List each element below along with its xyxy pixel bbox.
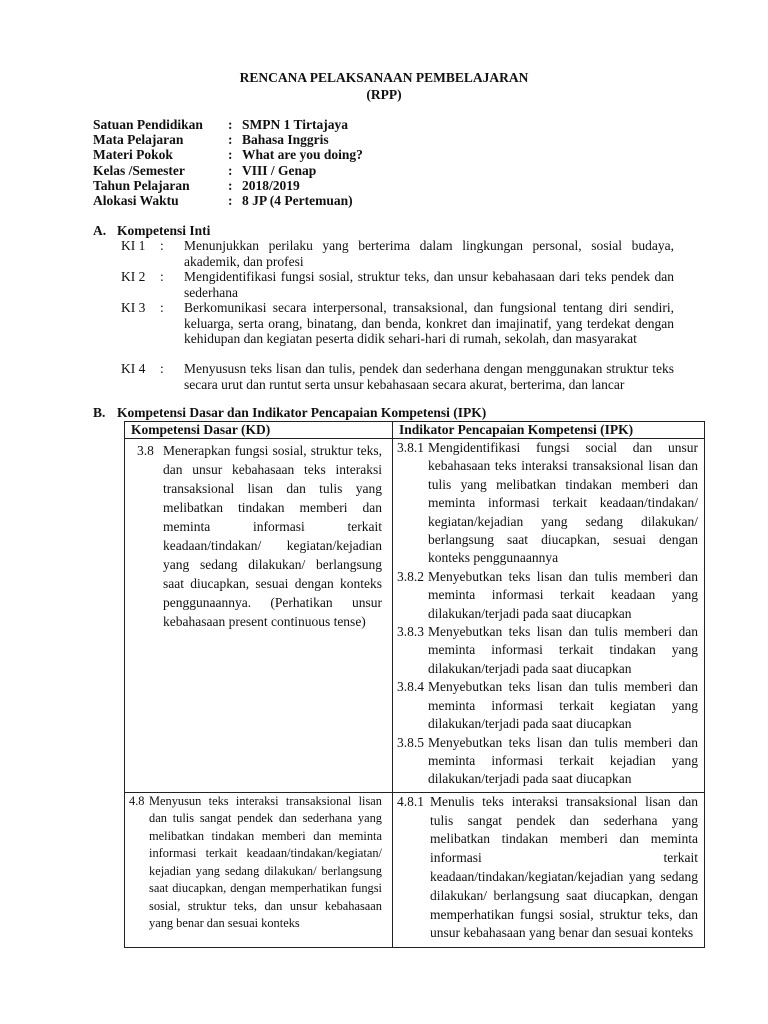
identity-row <box>93 147 363 162</box>
identity-colon: : <box>228 162 233 178</box>
ipk-column-header: Indikator Pencapaian Kompetensi (IPK) <box>393 422 705 439</box>
identity-key: Kelas /Semester <box>93 162 185 178</box>
identity-value: Bahasa Inggris <box>242 132 329 148</box>
kd-column-header: Kompetensi Dasar (KD) <box>125 422 393 439</box>
ki-label: KI 4 <box>121 361 146 376</box>
ipk-number: 3.8.2 <box>397 568 424 584</box>
identity-colon: : <box>228 132 233 148</box>
table-row <box>125 439 705 793</box>
identity-colon: : <box>228 117 233 132</box>
section-title: Kompetensi Inti <box>117 223 211 238</box>
ki-item <box>121 300 674 347</box>
ki-item <box>121 361 674 392</box>
identity-value: 8 JP (4 Pertemuan) <box>242 192 353 208</box>
ki-colon: : <box>160 238 164 253</box>
section-a-heading <box>93 223 210 239</box>
ki-label: KI 2 <box>121 269 146 284</box>
ki-item <box>121 238 674 269</box>
identity-key: Alokasi Waktu <box>93 192 179 208</box>
ki-item <box>121 269 674 300</box>
ki-label: KI 1 <box>121 238 146 253</box>
identity-key: Mata Pelajaran <box>93 132 184 148</box>
ipk-number: 3.8.5 <box>397 734 424 750</box>
ki-label: KI 3 <box>121 300 146 315</box>
ipk-item <box>397 734 698 789</box>
section-title: Kompetensi Dasar dan Indikator Pencapaian Kompetensi (IPK) <box>117 405 487 420</box>
identity-key: Tahun Pelajaran <box>93 177 190 193</box>
identity-row <box>93 132 363 147</box>
section-number: A. <box>93 223 107 238</box>
ipk-text: Menulis teks interaksi transaksional lisan dan tulis sangat pendek dan sederhana yang melibatkan tindakan memberi dan meminta informasi terkait keadaan/tindakan/kegiatan/kejadian yang sedang dilakukan/ berlangsung saat diucapkan, dengan memperhatikan fungsi sosial, struktur teks, dan unsur kebahasaan yang benar dan sesuai konteks <box>430 793 698 941</box>
identity-row <box>93 178 363 193</box>
section-number: B. <box>93 405 106 420</box>
identity-colon: : <box>228 147 233 163</box>
ipk-number: 3.8.4 <box>397 679 424 695</box>
table-row <box>125 792 705 947</box>
kd-number: 4.8 <box>129 793 145 808</box>
ipk-number: 3.8.3 <box>397 624 424 640</box>
ipk-item <box>397 568 698 623</box>
ipk-number: 4.8.1 <box>397 793 424 809</box>
ki-colon: : <box>160 361 164 376</box>
ki-text: Menunjukkan perilaku yang berterima dalam lingkungan personal, sosial budaya, akademik, dan profesi <box>184 238 674 269</box>
ki-text: Menyususn teks lisan dan tulis, pendek dan sederhana dengan menggunakan struktur teks secara urut dan runtut serta unsur kebahasaan secara akurat, berterima, dan lancar <box>184 361 674 392</box>
ipk-item <box>397 439 698 568</box>
ipk-item <box>397 793 698 943</box>
identity-value: SMPN 1 Tirtajaya <box>242 117 348 132</box>
kd-ipk-table <box>124 421 705 948</box>
identity-row <box>93 163 363 178</box>
ipk-item <box>397 623 698 678</box>
ipk-cell <box>393 439 705 793</box>
ipk-item <box>397 678 698 733</box>
identity-colon: : <box>228 192 233 208</box>
identity-value: What are you doing? <box>242 147 363 163</box>
identity-block <box>93 117 363 208</box>
kd-text: Menerapkan fungsi sosial, struktur teks, dan unsur kebahasaan teks interaksi transaksional lisan dan tulis yang melibatkan tindakan memberi dan meminta informasi terkait keadaan/tindakan/ kegiatan/kejadian yang sedang dilakukan/ berlangsung saat diucapkan, sesuai dengan konteks penggunaannya. (Perhatikan unsur kebahasaan present continuous tense) <box>163 443 382 629</box>
identity-value: 2018/2019 <box>242 177 300 193</box>
ipk-text: Mengidentifikasi fungsi social dan unsur kebahasaan teks interaksi transaksional lisan dan tulis yang melibatkan tindakan memberi dan meminta informasi terkait keadaan/tindakan/ kegiatan/kejadian yang sedang dilakukan/ berlangsung saat diucapkan, sesuai dengan konteks penggunaannya <box>428 440 698 566</box>
ki-text: Berkomunikasi secara interpersonal, transaksional, dan fungsional tentang diri sendiri, keluarga, serta orang, binatang, dan benda, konkret dan imajinatif, yang terdekat dengan kehidupan dan kegiatan peserta didik sehari-hari di rumah, sekolah, dan masyarakat <box>184 300 674 346</box>
document-subtitle: (RPP) <box>366 87 402 102</box>
ipk-number: 3.8.1 <box>397 440 424 455</box>
identity-row <box>93 117 363 132</box>
ki-text: Mengidentifikasi fungsi sosial, struktur teks, dan unsur kebahasaan dari teks pendek dan sederhana <box>184 269 674 300</box>
table-header-row <box>125 422 705 439</box>
kd-item <box>129 793 382 933</box>
ki-colon: : <box>160 300 164 315</box>
ipk-cell <box>393 792 705 947</box>
ipk-text: Menyebutkan teks lisan dan tulis memberi dan meminta informasi terkait keadaan yang dilakukan/terjadi pada saat diucapkan <box>428 568 698 621</box>
identity-colon: : <box>228 177 233 193</box>
ki-colon: : <box>160 269 164 284</box>
section-b-heading <box>93 405 486 421</box>
ipk-text: Menyebutkan teks lisan dan tulis memberi dan meminta informasi terkait kegiatan yang dilakukan/terjadi pada saat diucapkan <box>428 679 698 732</box>
kd-item <box>137 441 382 631</box>
identity-row <box>93 193 363 208</box>
ipk-text: Menyebutkan teks lisan dan tulis memberi dan meminta informasi terkait kejadian yang dilakukan/terjadi pada saat diucapkan <box>428 734 698 787</box>
kd-number: 3.8 <box>137 443 154 458</box>
document-title: RENCANA PELAKSANAAN PEMBELAJARAN <box>239 70 529 85</box>
identity-key: Satuan Pendidikan <box>93 117 203 132</box>
kd-cell <box>125 792 393 947</box>
kd-cell <box>125 439 393 793</box>
kd-text: Menyusun teks interaksi transaksional lisan dan tulis sangat pendek dan sederhana yang melibatkan tindakan memberi dan meminta informasi terkait keadaan/tindakan/kegiatan/ kejadian yang sedang dilakukan/ berlangsung saat diucapkan, dengan memperhatikan fungsi sosial, struktur teks, dan unsur kebahasaan yang benar dan sesuai konteks <box>149 793 382 931</box>
identity-key: Materi Pokok <box>93 147 173 163</box>
identity-value: VIII / Genap <box>242 162 317 178</box>
ipk-text: Menyebutkan teks lisan dan tulis memberi dan meminta informasi terkait tindakan yang dilakukan/terjadi pada saat diucapkan <box>428 624 698 676</box>
